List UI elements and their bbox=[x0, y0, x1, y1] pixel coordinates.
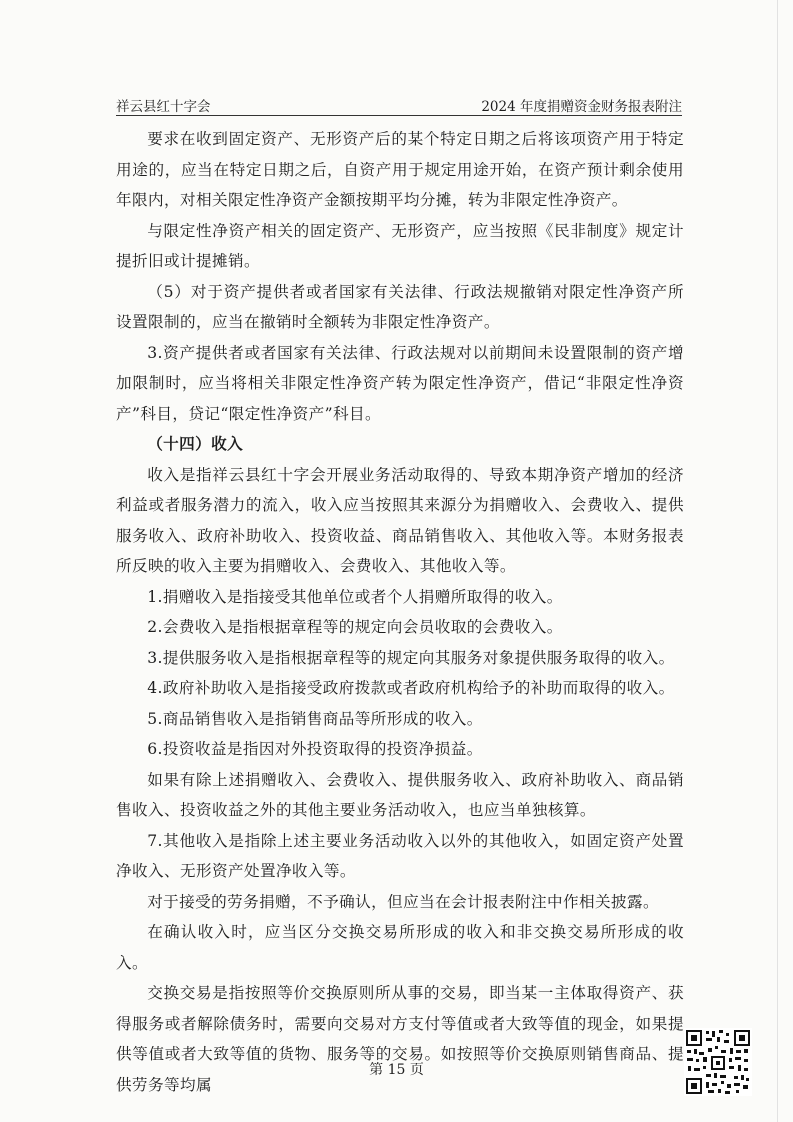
paragraph: 收入是指祥云县红十字会开展业务活动取得的、导致本期净资产增加的经济利益或者服务潜力的流入，收入应当按照其来源分为捐赠收入、会费收入、提供服务收入、政府补助收入、投资收益、商品销售收入、其他收入等。本财务报表所反映的收入主要为捐赠收入、会费收入、其他收入等。 bbox=[116, 465, 684, 575]
paragraph: 2.会费收入是指根据章程等的规定向会员收取的会费收入。 bbox=[147, 618, 563, 636]
paragraph: 3.资产提供者或者国家有关法律、行政法规对以前期间未设置限制的资产增加限制时，应当将相关非限定性净资产转为限定性净资产，借记“非限定性净资产”科目，贷记“限定性净资产”科目。 bbox=[116, 343, 684, 423]
paragraph: 1.捐赠收入是指接受其他单位或者个人捐赠所取得的收入。 bbox=[147, 587, 563, 606]
paragraph: 对于接受的劳务捐赠，不予确认，但应当在会计报表附注中作相关披露。 bbox=[147, 892, 659, 911]
page-header bbox=[116, 93, 682, 116]
paragraph: （5）对于资产提供者或者国家有关法律、行政法规撤销对限定性净资产所设置限制的，应当在撤销时全额转为非限定性净资产。 bbox=[116, 282, 684, 331]
page-number: 第 15 页 bbox=[369, 1062, 424, 1078]
header-report-title: 2024 年度捐赠资金财务报表附注 bbox=[481, 99, 682, 115]
header-organization: 祥云县红十字会 bbox=[116, 99, 211, 115]
paragraph: 5.商品销售收入是指销售商品等所形成的收入。 bbox=[147, 709, 483, 728]
paragraph: 3.提供服务收入是指根据章程等的规定向其服务对象提供服务取得的收入。 bbox=[147, 648, 675, 667]
paragraph: 6.投资收益是指因对外投资取得的投资净损益。 bbox=[147, 740, 483, 758]
scan-edge-line bbox=[777, 0, 778, 1122]
paragraph: 7.其他收入是指除上述主要业务活动收入以外的其他收入，如固定资产处置净收入、无形资产处置净收入等。 bbox=[116, 831, 684, 880]
paragraph: 如果有除上述捐赠收入、会费收入、提供服务收入、政府补助收入、商品销售收入、投资收益之外的其他主要业务活动收入，也应当单独核算。 bbox=[116, 770, 684, 819]
paragraph: 4.政府补助收入是指接受政府拨款或者政府机构给予的补助而取得的收入。 bbox=[147, 679, 675, 697]
paragraph: 在确认收入时，应当区分交换交易所形成的收入和非交换交易所形成的收入。 bbox=[116, 923, 684, 972]
qr-code-icon bbox=[684, 1028, 752, 1096]
paragraph: 交换交易是指按照等价交换原则所从事的交易，即当某一主体取得资产、获得服务或者解除债务时，需要向交易对方支付等值或者大致等值的现金，如果提供等值或者大致等值的货物、服务等的交易。如按照等价交换原则销售商品、提供劳务等均属 bbox=[116, 984, 684, 1094]
paragraph: 要求在收到固定资产、无形资产后的某个特定日期之后将该项资产用于特定用途的，应当在特定日期之后，自资产用于规定用途开始，在资产预计剩余使用年限内，对相关限定性净资产金额按期平均分摊，转为非限定性净资产。 bbox=[116, 130, 684, 209]
paragraph: 与限定性净资产相关的固定资产、无形资产，应当按照《民非制度》规定计提折旧或计提摊销。 bbox=[116, 221, 684, 270]
document-body bbox=[116, 124, 684, 1100]
section-heading: （十四）收入 bbox=[147, 434, 244, 453]
